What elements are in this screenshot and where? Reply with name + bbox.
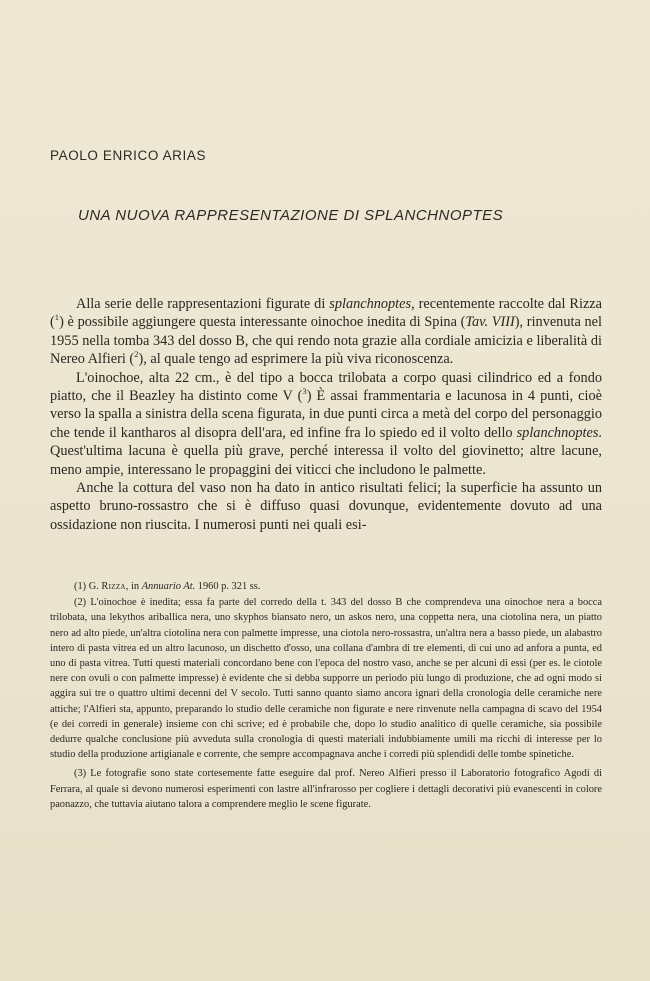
italic-term: splanchnoptes — [516, 424, 599, 441]
footnote-ref-2: 2 — [134, 349, 139, 360]
footnote-2: (2) L'oinochoe è inedita; essa fa parte del corredo della t. 343 del dosso B che comprendeva una oinochoe nera a bocca trilobata, una lekythos ariballica nera, uno skyphos biansato nero, un askos nero, una coppetta nera, una ciotolina nera, un piatto nero ad alto piede, un'altra ciotolina nera con palmette impresse, una ciotola nero-rossastra, un'altra nera a basso piede, un alabastro intero di pasta vitrea ed un altro lacunoso, un dischetto d'osso, una collana d'ambra di tre elementi, di cui uno ad anfora a punta, ed uno di pasta vitrea. Tutti questi materiali concordano bene con l'epoca del nostro vaso, anche se per alcuni di essi (per es. le ciotole nere con ovuli o con palmette impresse) è evidente che si debba supporre un periodo più lungo di produzione, che ad ogni modo si aggira sui tre o quattro ultimi decenni del V secolo. Tutti sanno quanto siamo ancora ignari della cronologia delle ceramiche nere attiche; l'Alfieri sta, appunto, preparando lo studio delle ceramiche non figurate e nere rinvenute nella campagna di scavo del 1954 (e dei corredi in generale) insieme con chi scrive; ed è probabile che, dopo lo studio analitico di quelle ceramiche, sia possibile dedurre qualche conclusione più avveduta sulla cronologia di questi materiali indubbiamente umili ma ricchi di interesse per lo studio della produzione artigianale e corrente, che sempre accompagnava anche i corredi più splendidi delle tombe spinetiche. — [50, 597, 602, 761]
plate-reference: Tav. VIII — [465, 314, 515, 331]
author-name: PAOLO ENRICO ARIAS — [50, 148, 207, 163]
paragraph-2: L'oinochoe, alta 22 cm., è del tipo a bocca trilobata a corpo quasi cilindrico ed a fondo piatto, che il Beazley ha distinto come V ($^3$) È assai frammentaria e lacunosa in 4 punti, cioè verso la spalla a sinistra della scena figurata, in due punti circa a metà del corpo del personaggio che tende il kantharos al disopra dell'ara, ed infine fra lo spiedo ed il volto dello splanchnoptes. Quest'ultima lacuna è quella più grave, perché interessa il volto del giovinetto; altre lacune, meno ampie, interessano le propaggini dei viticci che includono le palmette. — [50, 369, 602, 478]
footnote-1: (1) G. Rizza, in Annuario At. 1960 p. 321 ss. — [74, 581, 261, 592]
paragraph-3: Anche la cottura del vaso non ha dato in antico risultati felici; la superficie ha assunto un aspetto bruno-rossastro che si è diffuso quasi dovunque, evidentemente dovuto ad una ossidazione non riuscita. I numerosi punti nei quali esi- — [50, 480, 602, 533]
footnote-3: (3) Le fotografie sono state cortesemente fatte eseguire dal prof. Nereo Alfieri presso il Laboratorio fotografico Agodi di Ferrara, al quale si devono numerosi esperimenti con lastre all'infrarosso per cogliere i dettagli decorativi più evanescenti in colore paonazzo, che tuttavia aiutano talora a comprendere meglio le scene figurate. — [50, 768, 602, 810]
paragraph-1: Alla serie delle rappresentazioni figurate di splanchnoptes, recentemente raccolte dal Rizza ($^1$) è possibile aggiungere questa interessante oinochoe inedita di Spina (Tav. VIII), rinvenuta nel 1955 nella tomba 343 del dosso B, che qui rendo nota grazie alla cordiale amicizia e liberalità di Nereo Alfieri ($^2$), al quale tengo ad esprimere la più viva riconoscenza. — [50, 296, 602, 368]
footnote-ref-1: 1 — [54, 312, 60, 323]
body-text — [50, 295, 602, 534]
article-title: UNA NUOVA RAPPRESENTAZIONE DI SPLANCHNOPTES — [78, 207, 504, 224]
footnote-ref-3: 3 — [302, 386, 307, 397]
italic-term: splanchnoptes — [329, 296, 412, 312]
footnotes — [50, 579, 602, 813]
